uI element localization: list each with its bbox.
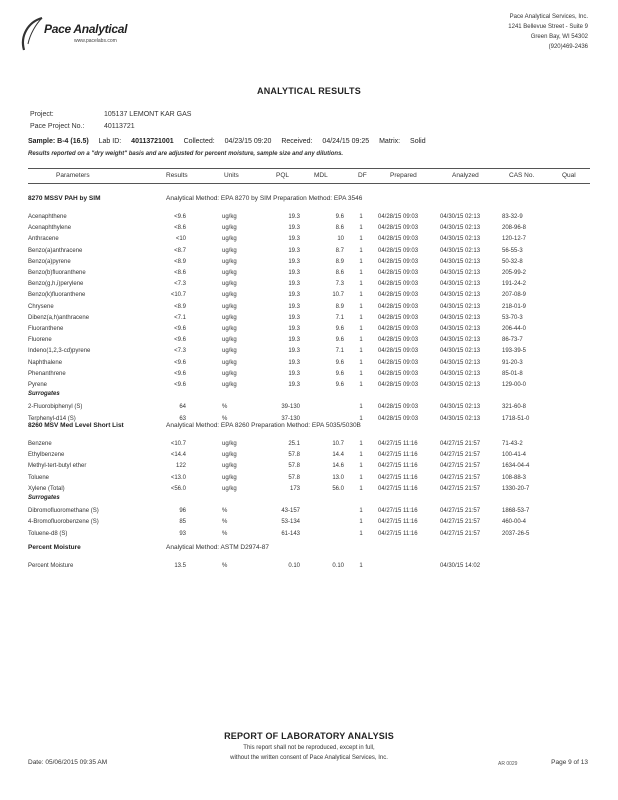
cell-df: 1	[359, 474, 363, 481]
cell-parameter: Percent Moisture	[28, 563, 74, 569]
cell-result: 122	[175, 463, 186, 470]
pace-project-value: 40113721	[104, 123, 135, 130]
cell-cas-no: 206-44-0	[502, 326, 527, 332]
cell-result: 64	[179, 404, 186, 411]
cell-mdl: 14.4	[332, 452, 344, 459]
cell-df: 1	[359, 463, 363, 470]
cell-cas-no: 1718-51-0	[502, 415, 530, 422]
cell-cas-no: 108-88-3	[502, 474, 527, 481]
cell-df: 1	[359, 370, 363, 377]
cell-mdl: 13.0	[332, 474, 344, 481]
cell-df: 1	[359, 404, 363, 411]
cell-mdl: 8.9	[335, 258, 344, 265]
cell-parameter: Pyrene	[28, 382, 48, 388]
cell-analyzed: 04/30/15 02:13	[440, 281, 481, 288]
cell-result: <13.0	[170, 474, 186, 481]
cell-units: %	[222, 508, 228, 515]
cell-pql: 19.3	[288, 382, 300, 388]
cell-analyzed: 04/30/15 02:13	[440, 270, 481, 276]
address-line: (920)469-2436	[548, 44, 588, 50]
cell-prepared: 04/28/15 09:03	[378, 326, 419, 332]
cell-pql: 19.3	[288, 281, 300, 288]
cell-pql: 0.10	[288, 563, 300, 569]
cell-prepared: 04/27/15 11:16	[378, 485, 418, 492]
cell-analyzed: 04/30/15 02:13	[440, 303, 481, 310]
section-title: 8260 MSV Med Level Short List	[28, 422, 124, 429]
cell-df: 1	[359, 337, 363, 344]
cell-parameter: Naphthalene	[28, 359, 63, 366]
cell-cas-no: 1330-20-7	[502, 485, 530, 492]
cell-result: <9.6	[174, 326, 186, 332]
cell-result: <56.0	[170, 485, 186, 492]
section-method: Analytical Method: EPA 8260 Preparation Method: EPA 5035/5030B	[166, 422, 361, 429]
page-number: Page 9 of 13	[551, 759, 588, 766]
cell-mdl: 9.6	[335, 382, 344, 388]
cell-mdl: 9.6	[335, 337, 344, 344]
cell-pql: 61-143	[281, 530, 300, 537]
lab-id-label: Lab ID:	[98, 138, 122, 145]
section-method: Analytical Method: EPA 8270 by SIM Preparation Method: EPA 3546	[166, 195, 363, 202]
cell-parameter: Toluene	[28, 474, 50, 481]
cell-cas-no: 71-43-2	[502, 441, 523, 447]
cell-df: 1	[359, 270, 363, 276]
cell-pql: 57.8	[288, 474, 300, 481]
cell-mdl: 7.1	[335, 314, 344, 321]
cell-result: <10.7	[170, 441, 186, 447]
cell-prepared: 04/27/15 11:16	[378, 463, 418, 470]
cell-result: 63	[179, 415, 186, 422]
cell-pql: 19.3	[288, 348, 300, 355]
cell-units: %	[222, 404, 228, 411]
cell-mdl: 10.7	[332, 292, 344, 299]
matrix-value: Solid	[410, 138, 426, 145]
cell-df: 1	[359, 530, 363, 537]
cell-prepared: 04/28/15 09:03	[378, 370, 419, 377]
cell-units: ug/kg	[222, 485, 237, 492]
cell-units: ug/kg	[222, 452, 237, 459]
cell-pql: 19.3	[288, 370, 300, 377]
cell-pql: 19.3	[288, 247, 300, 254]
cell-units: ug/kg	[222, 292, 237, 299]
cell-result: <10.7	[170, 292, 186, 299]
cell-mdl: 7.1	[335, 348, 344, 355]
cell-cas-no: 205-99-2	[502, 270, 527, 276]
cell-mdl: 10	[337, 236, 344, 243]
cell-cas-no: 460-00-4	[502, 519, 527, 526]
cell-analyzed: 04/30/15 02:13	[440, 359, 481, 366]
cell-analyzed: 04/30/15 02:13	[440, 370, 481, 377]
cell-df: 1	[359, 258, 363, 265]
cell-result: <9.6	[174, 337, 186, 344]
cell-result: <7.3	[174, 281, 186, 288]
cell-pql: 173	[289, 485, 300, 492]
cell-parameter: Benzo(g,h,i)perylene	[28, 281, 84, 288]
page-title: ANALYTICAL RESULTS	[257, 86, 361, 96]
cell-prepared: 04/28/15 09:03	[378, 314, 419, 321]
cell-cas-no: 2037-26-5	[502, 530, 530, 537]
cell-analyzed: 04/30/15 02:13	[440, 214, 481, 220]
logo-wordmark: Pace Analytical	[44, 22, 128, 36]
cell-cas-no: 193-39-5	[502, 348, 527, 355]
results-note: Results reported on a "dry weight" basis and are adjusted for percent moisture, sample size and any dilutions.	[28, 151, 344, 157]
cell-analyzed: 04/27/15 21:57	[440, 530, 481, 537]
cell-analyzed: 04/30/15 02:13	[440, 404, 481, 411]
cell-prepared: 04/28/15 09:03	[378, 303, 419, 310]
cell-result: <9.6	[174, 359, 186, 366]
cell-parameter: Benzo(a)pyrene	[28, 258, 71, 265]
cell-df: 1	[359, 415, 363, 422]
cell-analyzed: 04/30/15 02:13	[440, 292, 481, 299]
cell-result: 96	[179, 508, 186, 515]
cell-cas-no: 1634-04-4	[502, 463, 530, 470]
header-rule-bottom	[28, 183, 590, 184]
cell-df: 1	[359, 452, 363, 459]
cell-units: ug/kg	[222, 225, 237, 232]
cell-units: ug/kg	[222, 326, 237, 332]
cell-cas-no: 218-01-9	[502, 303, 527, 310]
cell-prepared: 04/28/15 09:03	[378, 382, 419, 388]
cell-analyzed: 04/30/15 02:13	[440, 314, 481, 321]
logo-url: www.pacelabs.com	[74, 38, 117, 44]
cell-mdl: 56.0	[332, 485, 344, 492]
cell-parameter: Ethylbenzene	[28, 452, 65, 459]
cell-mdl: 9.6	[335, 326, 344, 332]
lab-id: 40113721001	[131, 138, 174, 145]
cell-analyzed: 04/27/15 21:57	[440, 474, 481, 481]
col-results: Results	[166, 172, 188, 179]
cell-pql: 25.1	[288, 441, 300, 447]
cell-result: <8.9	[174, 258, 186, 265]
cell-df: 1	[359, 303, 363, 310]
cell-result: 13.5	[174, 563, 186, 569]
cell-parameter: Benzene	[28, 441, 52, 447]
cell-result: <7.1	[174, 314, 186, 321]
cell-df: 1	[359, 247, 363, 254]
cell-units: ug/kg	[222, 214, 237, 220]
cell-pql: 19.3	[288, 314, 300, 321]
cell-cas-no: 53-70-3	[502, 314, 523, 321]
cell-parameter: Terphenyl-d14 (S)	[28, 415, 76, 422]
cell-analyzed: 04/30/15 02:13	[440, 337, 481, 344]
cell-prepared: 04/28/15 09:03	[378, 270, 419, 276]
cell-mdl: 0.10	[332, 563, 344, 569]
matrix-label: Matrix:	[379, 138, 401, 145]
cell-units: %	[222, 530, 228, 537]
cell-analyzed: 04/27/15 21:57	[440, 519, 481, 526]
cell-prepared: 04/28/15 09:03	[378, 247, 419, 254]
cell-cas-no: 50-32-8	[502, 258, 523, 265]
cell-parameter: Methyl-tert-butyl ether	[28, 463, 87, 470]
received-label: Received:	[281, 138, 313, 145]
cell-mdl: 8.9	[335, 303, 344, 310]
cell-df: 1	[359, 292, 363, 299]
cell-result: <8.6	[174, 225, 186, 232]
sample-id: Sample: B-4 (16.5)	[28, 138, 89, 145]
cell-prepared: 04/28/15 09:03	[378, 225, 419, 232]
sample-info	[28, 138, 434, 145]
cell-mdl: 8.6	[335, 270, 344, 276]
cell-analyzed: 04/30/15 02:13	[440, 225, 481, 232]
cell-pql: 57.8	[288, 452, 300, 459]
cell-mdl: 8.6	[335, 225, 344, 232]
cell-parameter: Acenaphthylene	[28, 225, 72, 232]
cell-parameter: Benzo(a)anthracene	[28, 247, 83, 254]
cell-pql: 19.3	[288, 326, 300, 332]
cell-units: ug/kg	[222, 382, 237, 388]
cell-analyzed: 04/30/15 02:13	[440, 326, 481, 332]
cell-result: <10	[175, 236, 186, 243]
cell-df: 1	[359, 508, 363, 515]
cell-prepared: 04/28/15 09:03	[378, 292, 419, 299]
cell-cas-no: 191-24-2	[502, 281, 527, 288]
cell-pql: 19.3	[288, 214, 300, 220]
cell-units: ug/kg	[222, 348, 237, 355]
cell-units: %	[222, 415, 228, 422]
cell-analyzed: 04/30/15 02:13	[440, 258, 481, 265]
cell-df: 1	[359, 326, 363, 332]
cell-mdl: 7.3	[335, 281, 344, 288]
cell-pql: 19.3	[288, 292, 300, 299]
cell-parameter: 4-Bromofluorobenzene (S)	[28, 519, 99, 526]
received-value: 04/24/15 09:25	[322, 138, 370, 145]
cell-prepared: 04/27/15 11:16	[378, 508, 418, 515]
cell-prepared: 04/28/15 09:03	[378, 415, 419, 422]
cell-parameter: Anthracene	[28, 236, 59, 243]
cell-prepared: 04/28/15 09:03	[378, 236, 419, 243]
cell-mdl: 10.7	[332, 441, 344, 447]
col-parameters: Parameters	[56, 172, 90, 179]
cell-units: %	[222, 519, 228, 526]
cell-pql: 53-134	[281, 519, 300, 526]
cell-analyzed: 04/27/15 21:57	[440, 441, 481, 447]
cell-cas-no: 91-20-3	[502, 359, 523, 366]
cell-analyzed: 04/27/15 21:57	[440, 463, 481, 470]
cell-parameter: Benzo(b)fluoranthene	[28, 270, 86, 276]
collected-label: Collected:	[183, 138, 215, 145]
cell-analyzed: 04/27/15 21:57	[440, 485, 481, 492]
cell-units: ug/kg	[222, 258, 237, 265]
cell-result: <14.4	[170, 452, 186, 459]
cell-cas-no: 1868-53-7	[502, 508, 530, 515]
cell-result: <7.3	[174, 348, 186, 355]
cell-parameter: Benzo(k)fluoranthene	[28, 292, 86, 299]
col-cas: CAS No.	[509, 172, 535, 179]
cell-units: ug/kg	[222, 281, 237, 288]
cell-mdl: 14.6	[332, 463, 344, 470]
cell-analyzed: 04/27/15 21:57	[440, 452, 481, 459]
header-rule-top	[28, 168, 590, 169]
cell-units: ug/kg	[222, 359, 237, 366]
cell-pql: 19.3	[288, 303, 300, 310]
cell-result: <9.6	[174, 382, 186, 388]
surrogates-label: Surrogates	[28, 495, 60, 501]
cell-result: <9.6	[174, 214, 186, 220]
cell-cas-no: 207-08-9	[502, 292, 527, 299]
collected-value: 04/23/15 09:20	[224, 138, 272, 145]
cell-analyzed: 04/30/15 02:13	[440, 236, 481, 243]
cell-prepared: 04/27/15 11:16	[378, 530, 418, 537]
cell-cas-no: 100-41-4	[502, 452, 527, 459]
cell-prepared: 04/28/15 09:03	[378, 348, 419, 355]
cell-analyzed: 04/30/15 02:13	[440, 348, 481, 355]
cell-df: 1	[359, 348, 363, 355]
cell-analyzed: 04/27/15 21:57	[440, 508, 481, 515]
cell-parameter: 2-Fluorobiphenyl (S)	[28, 404, 83, 411]
cell-parameter: Phenanthrene	[28, 370, 66, 377]
cell-prepared: 04/28/15 09:03	[378, 359, 419, 366]
cell-units: ug/kg	[222, 370, 237, 377]
cell-parameter: Dibromofluoromethane (S)	[28, 508, 99, 515]
cell-mdl: 9.6	[335, 214, 344, 220]
cell-df: 1	[359, 485, 363, 492]
col-pql: PQL	[276, 172, 290, 179]
address-line: 1241 Bellevue Street - Suite 9	[508, 24, 588, 30]
col-analyzed: Analyzed	[452, 172, 479, 179]
address-line: Green Bay, WI 54302	[530, 34, 588, 40]
cell-prepared: 04/28/15 09:03	[378, 337, 419, 344]
cell-cas-no: 208-96-8	[502, 225, 527, 232]
cell-pql: 57.8	[288, 463, 300, 470]
cell-prepared: 04/27/15 11:16	[378, 519, 418, 526]
cell-pql: 19.3	[288, 337, 300, 344]
report-date: Date: 05/06/2015 09:35 AM	[28, 759, 108, 766]
cell-result: <8.9	[174, 303, 186, 310]
cell-cas-no: 56-55-3	[502, 247, 523, 254]
footer-note-2: without the written consent of Pace Analytical Services, Inc.	[230, 755, 388, 761]
cell-parameter: Dibenz(a,h)anthracene	[28, 314, 90, 321]
cell-cas-no: 85-01-8	[502, 370, 523, 377]
cell-df: 1	[359, 236, 363, 243]
cell-units: %	[222, 563, 228, 569]
lab-address	[508, 12, 588, 52]
cell-prepared: 04/28/15 09:03	[378, 258, 419, 265]
section-title: 8270 MSSV PAH by SIM	[28, 195, 101, 202]
cell-pql: 19.3	[288, 359, 300, 366]
cell-result: 85	[179, 519, 186, 526]
cell-pql: 19.3	[288, 258, 300, 265]
surrogates-label: Surrogates	[28, 391, 60, 398]
cell-pql: 39-130	[281, 404, 300, 411]
cell-units: ug/kg	[222, 474, 237, 481]
address-line: Pace Analytical Services, Inc.	[509, 14, 588, 20]
cell-result: <8.6	[174, 270, 186, 276]
cell-units: ug/kg	[222, 236, 237, 243]
cell-analyzed: 04/30/15 02:13	[440, 247, 481, 254]
cell-parameter: Indeno(1,2,3-cd)pyrene	[28, 348, 91, 355]
cell-pql: 19.3	[288, 270, 300, 276]
cell-parameter: Fluorene	[28, 337, 52, 344]
cell-mdl: 9.6	[335, 370, 344, 377]
cell-units: ug/kg	[222, 441, 237, 447]
cell-units: ug/kg	[222, 463, 237, 470]
project-value: 105137 LEMONT KAR GAS	[104, 111, 192, 118]
section-method: Analytical Method: ASTM D2974-87	[166, 544, 269, 551]
cell-cas-no: 120-12-7	[502, 236, 527, 243]
cell-parameter: Toluene-d8 (S)	[28, 530, 68, 537]
cell-analyzed: 04/30/15 02:13	[440, 415, 481, 422]
cell-df: 1	[359, 225, 363, 232]
section-title: Percent Moisture	[28, 544, 81, 551]
cell-df: 1	[359, 441, 363, 447]
cell-units: ug/kg	[222, 247, 237, 254]
cell-parameter: Fluoranthene	[28, 326, 64, 332]
pace-project-label: Pace Project No.:	[30, 123, 85, 130]
cell-analyzed: 04/30/15 14:02	[440, 563, 481, 569]
cell-result: 93	[179, 530, 186, 537]
footer-title: REPORT OF LABORATORY ANALYSIS	[224, 731, 394, 741]
cell-prepared: 04/27/15 11:16	[378, 441, 418, 447]
cell-parameter: Acenaphthene	[28, 214, 67, 220]
col-qual: Qual	[562, 172, 576, 179]
cell-parameter: Xylene (Total)	[28, 485, 65, 492]
cell-prepared: 04/27/15 11:16	[378, 474, 418, 481]
col-prepared: Prepared	[390, 172, 417, 179]
cell-analyzed: 04/30/15 02:13	[440, 382, 481, 388]
cell-cas-no: 129-00-0	[502, 382, 527, 388]
cell-mdl: 8.7	[335, 247, 344, 254]
cell-units: ug/kg	[222, 303, 237, 310]
cell-df: 1	[359, 563, 363, 569]
cell-cas-no: 321-60-8	[502, 404, 527, 411]
project-label: Project:	[30, 111, 54, 118]
cell-units: ug/kg	[222, 314, 237, 321]
cell-mdl: 9.6	[335, 359, 344, 366]
cell-units: ug/kg	[222, 337, 237, 344]
cell-df: 1	[359, 214, 363, 220]
cell-prepared: 04/28/15 09:03	[378, 214, 419, 220]
col-df: DF	[358, 172, 367, 179]
cell-result: <9.6	[174, 370, 186, 377]
cell-units: ug/kg	[222, 270, 237, 276]
cell-df: 1	[359, 359, 363, 366]
cell-prepared: 04/28/15 09:03	[378, 281, 419, 288]
col-units: Units	[224, 172, 239, 179]
cell-df: 1	[359, 281, 363, 288]
cell-pql: 43-157	[281, 508, 300, 515]
cell-cas-no: 83-32-9	[502, 214, 523, 220]
cell-pql: 19.3	[288, 225, 300, 232]
col-mdl: MDL	[314, 172, 328, 179]
cell-parameter: Chrysene	[28, 303, 54, 310]
cell-df: 1	[359, 382, 363, 388]
cell-df: 1	[359, 314, 363, 321]
cell-prepared: 04/27/15 11:16	[378, 452, 418, 459]
cell-cas-no: 86-73-7	[502, 337, 523, 344]
cell-result: <8.7	[174, 247, 186, 254]
footer-note-1: This report shall not be reproduced, except in full,	[243, 745, 375, 751]
cell-df: 1	[359, 519, 363, 526]
cell-pql: 37-130	[281, 415, 300, 422]
cell-prepared: 04/28/15 09:03	[378, 404, 419, 411]
cell-pql: 19.3	[288, 236, 300, 243]
ar-code: AR 0029	[498, 761, 518, 767]
